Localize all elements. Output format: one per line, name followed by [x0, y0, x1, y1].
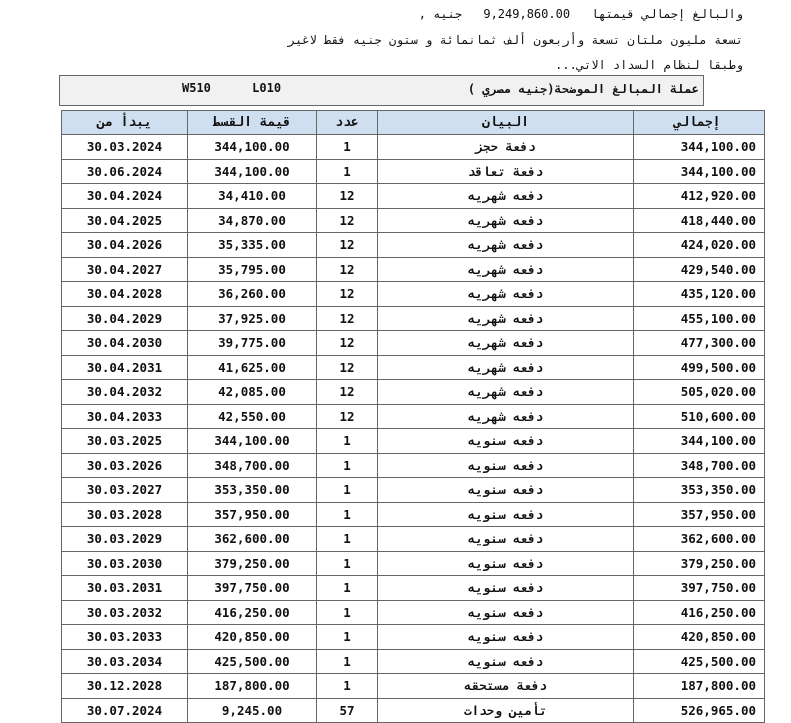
installment-count-cell: 1: [317, 576, 378, 601]
total-amount-label: والبالغ إجمالي قيمتها: [591, 7, 743, 21]
installment-amount-cell: 9,245.00: [188, 698, 317, 723]
start-date-cell: 30.07.2024: [62, 698, 188, 723]
total-cell: 435,120.00: [634, 282, 765, 307]
installment-amount-cell: 41,625.00: [188, 355, 317, 380]
description-cell: دفعه سنويه: [378, 527, 634, 552]
table-row: [62, 478, 765, 503]
table-row: [62, 502, 765, 527]
payment-system-intro: وطبقا لنظام السداد الاتي...: [555, 58, 743, 72]
total-cell: 429,540.00: [634, 257, 765, 282]
start-date-cell: 30.04.2031: [62, 355, 188, 380]
table-row: [62, 453, 765, 478]
table-row: [62, 233, 765, 258]
installment-count-cell: 1: [317, 135, 378, 160]
installment-count-cell: 1: [317, 159, 378, 184]
start-date-cell: 30.04.2030: [62, 331, 188, 356]
total-cell: 344,100.00: [634, 135, 765, 160]
start-date-cell: 30.03.2029: [62, 527, 188, 552]
installment-count-cell: 12: [317, 404, 378, 429]
description-cell: دفعه شهريه: [378, 233, 634, 258]
currency-note: عملة المبالغ الموضحة(جنيه مصري ): [467, 82, 699, 96]
description-cell: دفعه سنويه: [378, 625, 634, 650]
start-date-cell: 30.03.2026: [62, 453, 188, 478]
total-cell: 455,100.00: [634, 306, 765, 331]
table-row: [62, 429, 765, 454]
description-cell: دفعه شهريه: [378, 184, 634, 209]
table-row: [62, 551, 765, 576]
installment-amount-cell: 37,925.00: [188, 306, 317, 331]
currency-header-box: [59, 75, 704, 106]
table-body: [62, 135, 765, 723]
start-date-cell: 30.03.2025: [62, 429, 188, 454]
total-cell: 510,600.00: [634, 404, 765, 429]
installment-count-cell: 12: [317, 257, 378, 282]
installment-amount-cell: 379,250.00: [188, 551, 317, 576]
installment-amount-cell: 36,260.00: [188, 282, 317, 307]
table-row: [62, 282, 765, 307]
description-cell: دفعة مستحقه: [378, 674, 634, 699]
start-date-cell: 30.04.2033: [62, 404, 188, 429]
total-cell: 412,920.00: [634, 184, 765, 209]
installment-amount-cell: 34,410.00: [188, 184, 317, 209]
description-cell: دفعه شهريه: [378, 355, 634, 380]
total-amount-currency: جنيه ,: [418, 7, 463, 21]
table-row: [62, 404, 765, 429]
table-row: [62, 380, 765, 405]
description-cell: دفعه سنويه: [378, 502, 634, 527]
start-date-cell: 30.03.2024: [62, 135, 188, 160]
table-row: [62, 257, 765, 282]
unit-codes: [182, 81, 315, 95]
start-date-cell: 30.06.2024: [62, 159, 188, 184]
installment-count-cell: 12: [317, 184, 378, 209]
description-cell: دفعه شهريه: [378, 331, 634, 356]
installment-amount-cell: 35,795.00: [188, 257, 317, 282]
installment-amount-cell: 42,550.00: [188, 404, 317, 429]
table-row: [62, 184, 765, 209]
total-cell: 357,950.00: [634, 502, 765, 527]
description-cell: دفعه شهريه: [378, 282, 634, 307]
total-cell: 416,250.00: [634, 600, 765, 625]
installment-amount-cell: 353,350.00: [188, 478, 317, 503]
installment-count-cell: 57: [317, 698, 378, 723]
description-cell: تأمين وحدات: [378, 698, 634, 723]
table-row: [62, 208, 765, 233]
total-cell: 362,600.00: [634, 527, 765, 552]
installment-amount-cell: 357,950.00: [188, 502, 317, 527]
installment-amount-cell: 425,500.00: [188, 649, 317, 674]
start-date-cell: 30.03.2031: [62, 576, 188, 601]
table-row: [62, 674, 765, 699]
installment-count-cell: 12: [317, 306, 378, 331]
start-date-cell: 30.04.2025: [62, 208, 188, 233]
installment-amount-cell: 362,600.00: [188, 527, 317, 552]
description-cell: دفعه شهريه: [378, 306, 634, 331]
description-cell: دفعه شهريه: [378, 404, 634, 429]
total-cell: 397,750.00: [634, 576, 765, 601]
description-cell: دفعه سنويه: [378, 453, 634, 478]
unit-code-2: L010: [252, 81, 282, 95]
start-date-cell: 30.03.2034: [62, 649, 188, 674]
table-row: [62, 527, 765, 552]
total-cell: 499,500.00: [634, 355, 765, 380]
installment-amount-cell: 344,100.00: [188, 429, 317, 454]
amount-in-words: تسعة مليون ملتان تسعة وأربعون ألف ثمانمائة و ستون جنيه فقط لاغير: [287, 33, 743, 47]
table-row: [62, 625, 765, 650]
column-header-description: البيان: [378, 111, 634, 135]
table-row: [62, 135, 765, 160]
total-cell: 353,350.00: [634, 478, 765, 503]
installment-amount-cell: 35,335.00: [188, 233, 317, 258]
start-date-cell: 30.03.2030: [62, 551, 188, 576]
total-cell: 418,440.00: [634, 208, 765, 233]
start-date-cell: 30.03.2028: [62, 502, 188, 527]
description-cell: دفعه شهريه: [378, 208, 634, 233]
start-date-cell: 30.04.2029: [62, 306, 188, 331]
installment-amount-cell: 344,100.00: [188, 159, 317, 184]
installment-amount-cell: 187,800.00: [188, 674, 317, 699]
total-cell: 379,250.00: [634, 551, 765, 576]
table-row: [62, 355, 765, 380]
column-header-amount: قيمة القسط: [188, 111, 317, 135]
table-row: [62, 649, 765, 674]
total-cell: 344,100.00: [634, 429, 765, 454]
installment-count-cell: 12: [317, 233, 378, 258]
installment-count-cell: 12: [317, 355, 378, 380]
installment-amount-cell: 39,775.00: [188, 331, 317, 356]
table-header-row: [62, 111, 765, 135]
installment-count-cell: 1: [317, 478, 378, 503]
table-row: [62, 159, 765, 184]
start-date-cell: 30.04.2026: [62, 233, 188, 258]
total-cell: 187,800.00: [634, 674, 765, 699]
description-cell: دفعه سنويه: [378, 576, 634, 601]
total-amount-line: [419, 7, 743, 21]
installment-amount-cell: 348,700.00: [188, 453, 317, 478]
description-cell: دفعة حجز: [378, 135, 634, 160]
total-cell: 425,500.00: [634, 649, 765, 674]
installment-count-cell: 1: [317, 674, 378, 699]
column-header-count: عدد: [317, 111, 378, 135]
installment-count-cell: 1: [317, 453, 378, 478]
installment-count-cell: 1: [317, 429, 378, 454]
description-cell: دفعه سنويه: [378, 551, 634, 576]
column-header-start: يبدأ من: [62, 111, 188, 135]
installment-count-cell: 12: [317, 380, 378, 405]
description-cell: دفعه سنويه: [378, 478, 634, 503]
table-row: [62, 306, 765, 331]
total-cell: 344,100.00: [634, 159, 765, 184]
description-cell: دفعه سنويه: [378, 649, 634, 674]
installment-count-cell: 1: [317, 527, 378, 552]
total-amount-value: 9,249,860.00: [483, 7, 571, 21]
table-row: [62, 331, 765, 356]
installment-count-cell: 1: [317, 551, 378, 576]
installment-count-cell: 1: [317, 502, 378, 527]
table-row: [62, 600, 765, 625]
table-row: [62, 698, 765, 723]
start-date-cell: 30.04.2032: [62, 380, 188, 405]
start-date-cell: 30.12.2028: [62, 674, 188, 699]
start-date-cell: 30.04.2024: [62, 184, 188, 209]
installment-amount-cell: 420,850.00: [188, 625, 317, 650]
installment-count-cell: 12: [317, 282, 378, 307]
installment-count-cell: 1: [317, 625, 378, 650]
start-date-cell: 30.04.2027: [62, 257, 188, 282]
start-date-cell: 30.03.2027: [62, 478, 188, 503]
description-cell: دفعه سنويه: [378, 429, 634, 454]
total-cell: 420,850.00: [634, 625, 765, 650]
description-cell: دفعه سنويه: [378, 600, 634, 625]
installment-count-cell: 12: [317, 208, 378, 233]
description-cell: دفعه شهريه: [378, 380, 634, 405]
total-cell: 477,300.00: [634, 331, 765, 356]
installment-amount-cell: 34,870.00: [188, 208, 317, 233]
start-date-cell: 30.03.2032: [62, 600, 188, 625]
start-date-cell: 30.04.2028: [62, 282, 188, 307]
description-cell: دفعه شهريه: [378, 257, 634, 282]
column-header-total: إجمالي: [634, 111, 765, 135]
total-cell: 348,700.00: [634, 453, 765, 478]
installment-count-cell: 12: [317, 331, 378, 356]
installment-amount-cell: 42,085.00: [188, 380, 317, 405]
installment-count-cell: 1: [317, 649, 378, 674]
total-cell: 526,965.00: [634, 698, 765, 723]
installment-amount-cell: 344,100.00: [188, 135, 317, 160]
installment-amount-cell: 397,750.00: [188, 576, 317, 601]
installment-amount-cell: 416,250.00: [188, 600, 317, 625]
unit-code-1: W510: [182, 81, 211, 95]
start-date-cell: 30.03.2033: [62, 625, 188, 650]
description-cell: دفعة تعاقد: [378, 159, 634, 184]
total-cell: 505,020.00: [634, 380, 765, 405]
total-cell: 424,020.00: [634, 233, 765, 258]
payment-schedule-table: [61, 110, 765, 723]
installment-count-cell: 1: [317, 600, 378, 625]
table-row: [62, 576, 765, 601]
